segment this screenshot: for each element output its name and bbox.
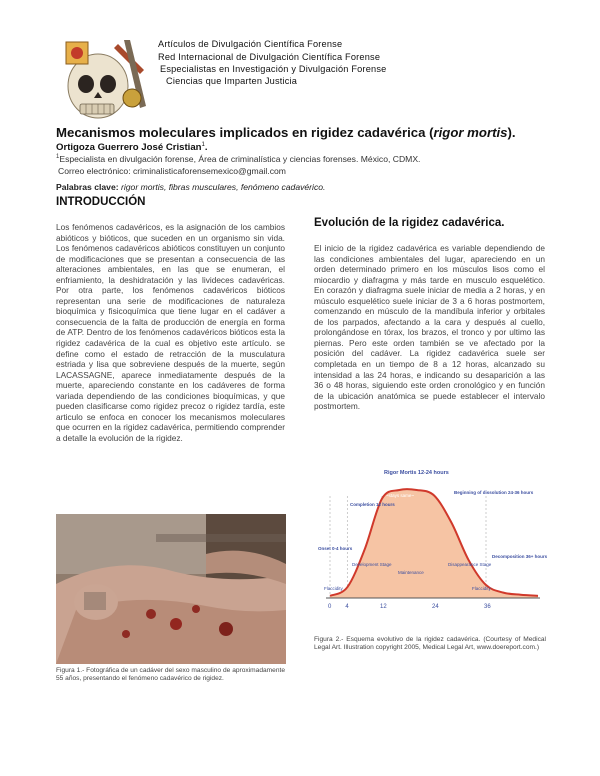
label-decomposition: Decomposition 36+ hours (492, 554, 548, 559)
header-line-4: Ciencias que Imparten Justicia (166, 76, 298, 86)
header-line-2: Red Internacional de Divulgación Científica Forense (158, 52, 381, 62)
title-italic: rigor mortis (433, 125, 508, 140)
chart-x-tick-label: 24 (432, 604, 439, 610)
chart-x-tick-label: 12 (380, 604, 387, 610)
header-line-3: Especialistas en Investigación y Divulgación Forense (160, 64, 387, 74)
chart-x-tick-label: 0 (328, 604, 332, 610)
label-flaccidity-left: Flaccidity (324, 586, 343, 591)
label-flaccidity-right: Flaccidity (472, 586, 491, 591)
forensic-skull-logo-icon (58, 36, 148, 126)
rigor-mortis-chart (312, 466, 548, 626)
chart-x-tick-label: 4 (345, 604, 349, 610)
label-development: Development Stage (352, 562, 392, 567)
keywords: Palabras clave: rigor mortis, fibras musculares, fenómeno cadavérico. (56, 182, 326, 192)
header-line-1: Artículos de Divulgación Científica Forense (158, 39, 343, 49)
intro-heading: INTRODUCCIÓN (56, 196, 146, 208)
evolution-paragraph: El inicio de la rigidez cadavérica es variable dependiendo de las condiciones ambientales del lugar, apareciendo en un orden determinado primero en los músculos lisos como el miocardio y diafragma y más tarde en musculo esquelético. En corazón y diafragma suele iniciar de media a 2 horas, y en músculo esquelético suele iniciar de 3 a 6 horas postmortem, comenzando en músculo de la mandíbula inferior y orbitales de los parpados, afectando a la cara y después al cuello, prolongándose en tórax, los brazos, el tronco y por ultimo las piernas. Pero este orden también se ve afectado por la posición del cadáver. La rigidez cadavérica suele ser completada en un tiempo de 8 a 12 horas, alcanzado su intensidad a las 24 horas, e indicando su desaparición a las 36 o 48 horas, siguiendo este orden cronológico y en función de la ubicación anatómica se puede establecer el intervalo postmortem. (314, 243, 545, 412)
label-completion: Completion 12 hours (350, 502, 395, 507)
label-stays-same: ~stays same~ (386, 493, 415, 498)
label-onset: Onset 0-4 hours (318, 546, 353, 551)
cadaver-photo (56, 514, 286, 664)
intro-paragraph: Los fenómenos cadavéricos, es la asignación de los cambios abióticos y bióticos, que suceden en un organismo sin vida. Los fenómenos cadavéricos abióticos constituyen un conjunto de modificaciones que se presentan a consecuencia de las alteraciones ambientales, en las que se enumeran, el enfriamiento, la deshidratación y las livideces cadavéricas. Por otra parte, los fenómenos cadavéricos bióticos representan una serie de modificaciones de naturaleza bioquímica y fisicoquímica que tiene lugar en el cadáver a consecuencia de la falta de producción de energía en forma de ATP. Dentro de los fenómenos cadavéricos bióticos esta la rigidez cadavérica de la cual es objetivo este artículo. se define como el estado de retracción de la musculatura estriada y lisa que sobreviene después de la muerte, según LACASSAGNE, aparece inmediatamente después de la muerte, apareciendo constante en los cadáveres de forma variada dependiendo de las condiciones bioquímicas, y que pueden clasificarse como rigidez precoz o rigidez tardía, este articulo se enfoca en conocer los mecanismos moleculares que ocurren en la rigidez cadavérica, permitiendo comprender a detalle la evolución de la rigidez. (56, 222, 285, 443)
label-beginning: Beginning of dissolution 24-36 hours (454, 490, 534, 495)
figure-2-caption: Figura 2.- Esquema evolutivo de la rigidez cadavérica. (Courtesy of Medical Legal Art. Illustration copyright 2005, Medical Legal Art, www.doereport.com.) (314, 636, 546, 652)
label-maintenance: Maintenance (398, 570, 424, 575)
figure-1-caption: Figura 1.- Fotográfica de un cadáver del sexo masculino de aproximadamente 55 años, presentando el fenómeno cadavérico de rigidez. (56, 667, 285, 683)
chart-x-tick-label: 36 (484, 604, 491, 610)
chart-title: Rigor Mortis 12-24 hours (384, 470, 449, 476)
article-title: Mecanismos moleculares implicados en rigidez cadavérica (rigor mortis). (56, 125, 516, 140)
label-disappearance: Disappearance Stage (448, 562, 492, 567)
email-line: Correo electrónico: criminalisticaforensemexico@gmail.com (58, 166, 286, 176)
evolution-heading: Evolución de la rigidez cadavérica. (314, 217, 505, 229)
affiliation: $^1$Especialista en divulgación forense, Área de criminalística y ciencias forenses. México, CDMX. (56, 154, 421, 164)
author-name: Ortigoza Guerrero José Cristian$^1$. (56, 142, 208, 154)
